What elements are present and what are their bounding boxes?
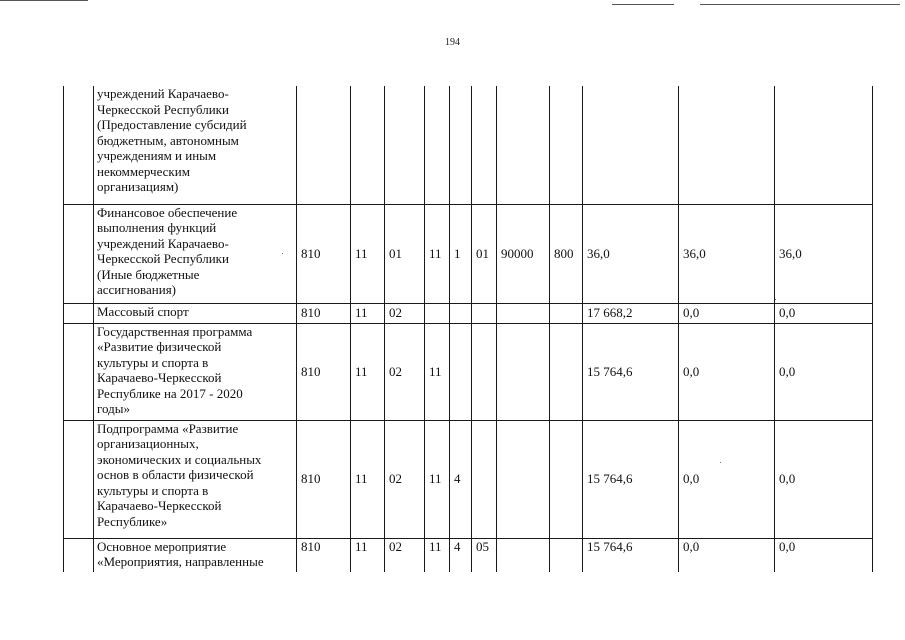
program-code: 11 — [425, 204, 450, 303]
event-code: 01 — [472, 204, 497, 303]
row-name: Финансовое обеспечение выполнения функций учреждений Карачаево- Черкесской Республики (Иные бюджетные ассигнования) — [94, 204, 297, 303]
ministry-code: 810 — [297, 303, 351, 323]
program-code — [425, 303, 450, 323]
expense-type-code: 800 — [550, 204, 583, 303]
section-code: 11 — [351, 303, 385, 323]
direction-code — [497, 86, 550, 204]
expense-type-code — [550, 538, 583, 572]
event-code — [472, 86, 497, 204]
subprogram-code — [450, 303, 472, 323]
sum-year-1: 36,0 — [583, 204, 679, 303]
sum-year-2: 0,0 — [679, 420, 775, 538]
subprogram-code — [450, 323, 472, 420]
sum-year-3: 0,0 — [775, 323, 873, 420]
num-col — [64, 303, 94, 323]
sum-year-3: 0,0 — [775, 303, 873, 323]
subsection-code: 02 — [385, 538, 425, 572]
section-code: 11 — [351, 538, 385, 572]
sum-year-3: 0,0 — [775, 538, 873, 572]
sum-year-3 — [775, 86, 873, 204]
scan-mark — [0, 0, 88, 1]
subprogram-code — [450, 86, 472, 204]
section-code: 11 — [351, 420, 385, 538]
num-col — [64, 86, 94, 204]
subsection-code — [385, 86, 425, 204]
row-name: Государственная программа «Развитие физической культуры и спорта в Карачаево-Черкесской Республике на 2017 - 2020 годы» — [94, 323, 297, 420]
table-row — [64, 303, 873, 323]
section-code: 11 — [351, 323, 385, 420]
program-code: 11 — [425, 420, 450, 538]
num-col — [64, 323, 94, 420]
num-col — [64, 420, 94, 538]
sum-year-1: 17 668,2 — [583, 303, 679, 323]
subsection-code: 01 — [385, 204, 425, 303]
subsection-code: 02 — [385, 303, 425, 323]
ministry-code: 810 — [297, 204, 351, 303]
section-code: 11 — [351, 204, 385, 303]
direction-code: 90000 — [497, 204, 550, 303]
sum-year-1: 15 764,6 — [583, 323, 679, 420]
direction-code — [497, 538, 550, 572]
table-row — [64, 86, 873, 204]
row-name: Массовый спорт — [94, 303, 297, 323]
event-code — [472, 420, 497, 538]
program-code: 11 — [425, 538, 450, 572]
program-code — [425, 86, 450, 204]
subsection-code: 02 — [385, 420, 425, 538]
subprogram-code: 1 — [450, 204, 472, 303]
direction-code — [497, 420, 550, 538]
subsection-code: 02 — [385, 323, 425, 420]
expense-type-code — [550, 420, 583, 538]
sum-year-2: 36,0 — [679, 204, 775, 303]
row-name: Основное мероприятие «Мероприятия, направленные — [94, 538, 297, 572]
program-code: 11 — [425, 323, 450, 420]
ministry-code: 810 — [297, 323, 351, 420]
section-code — [351, 86, 385, 204]
table-row — [64, 538, 873, 572]
page-number: 194 — [445, 37, 460, 48]
sum-year-1: 15 764,6 — [583, 538, 679, 572]
table-row — [64, 420, 873, 538]
ministry-code — [297, 86, 351, 204]
sum-year-2 — [679, 86, 775, 204]
budget-table — [63, 86, 873, 572]
ministry-code: 810 — [297, 420, 351, 538]
sum-year-2: 0,0 — [679, 323, 775, 420]
num-col — [64, 204, 94, 303]
scan-speck — [720, 462, 721, 463]
scan-mark — [700, 4, 900, 5]
event-code: 05 — [472, 538, 497, 572]
direction-code — [497, 303, 550, 323]
sum-year-3: 36,0 — [775, 204, 873, 303]
event-code — [472, 323, 497, 420]
sum-year-1 — [583, 86, 679, 204]
scan-speck — [282, 253, 283, 254]
sum-year-2: 0,0 — [679, 303, 775, 323]
expense-type-code — [550, 86, 583, 204]
sum-year-3: 0,0 — [775, 420, 873, 538]
subprogram-code: 4 — [450, 420, 472, 538]
ministry-code: 810 — [297, 538, 351, 572]
num-col — [64, 538, 94, 572]
row-name: Подпрограмма «Развитие организационных, экономических и социальных основ в области физической культуры и спорта в Карачаево-Черкесской Республике» — [94, 420, 297, 538]
table-row — [64, 323, 873, 420]
subprogram-code: 4 — [450, 538, 472, 572]
expense-type-code — [550, 323, 583, 420]
sum-year-1: 15 764,6 — [583, 420, 679, 538]
table-row — [64, 204, 873, 303]
direction-code — [497, 323, 550, 420]
scan-mark — [612, 4, 674, 5]
row-name: учреждений Карачаево- Черкесской Республики (Предоставление субсидий бюджетным, автономным учреждениям и иным некоммерческим организациям) — [94, 86, 297, 204]
event-code — [472, 303, 497, 323]
expense-type-code — [550, 303, 583, 323]
scan-speck — [775, 299, 776, 300]
sum-year-2: 0,0 — [679, 538, 775, 572]
